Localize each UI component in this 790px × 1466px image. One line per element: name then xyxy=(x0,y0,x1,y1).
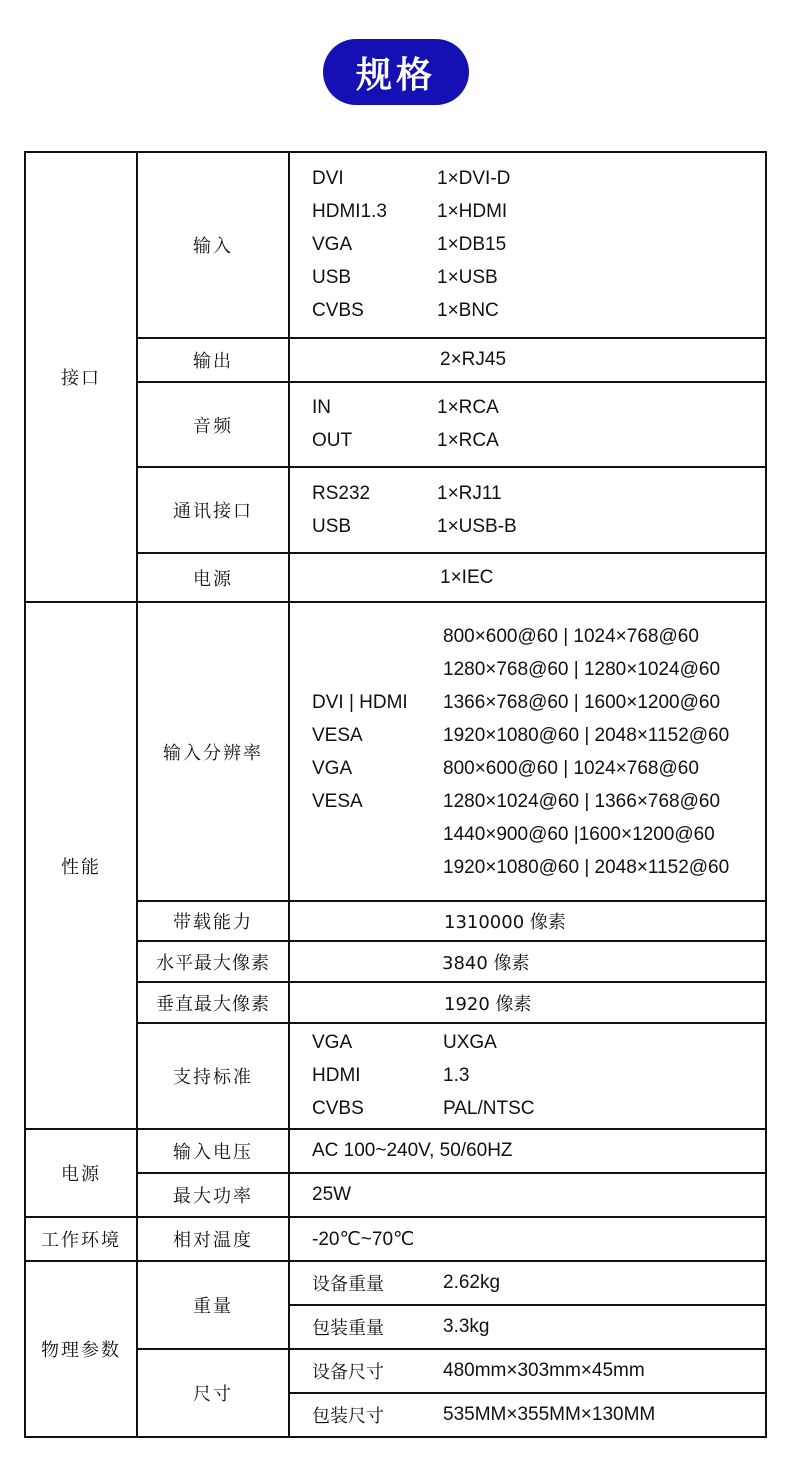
spec-value: 1×RJ11 xyxy=(437,482,502,504)
resolution-value: 800×600@60 | 1024×768@60 xyxy=(443,757,699,779)
row-label-temp: 相对温度 xyxy=(137,1217,289,1261)
device-weight-value: 2.62kg xyxy=(443,1272,501,1293)
device-size-label: 设备尺寸 xyxy=(312,1362,384,1383)
comm-list xyxy=(290,477,765,543)
hmax-value: 3840 像素 xyxy=(442,952,530,974)
row-label-resolution: 输入分辨率 xyxy=(137,602,289,901)
output-value: 2×RJ45 xyxy=(440,349,507,370)
device-weight-label: 设备重量 xyxy=(312,1274,384,1295)
resolution-type: DVI | HDMI xyxy=(312,691,408,713)
spec-pair xyxy=(312,262,765,295)
spec-pair xyxy=(312,163,765,196)
temp-value: -20℃~70℃ xyxy=(312,1228,415,1250)
group-power: 电源 xyxy=(25,1129,137,1217)
spec-value: 1×USB xyxy=(437,267,498,288)
standards-list xyxy=(290,1027,765,1126)
spec-value: PAL/NTSC xyxy=(443,1098,535,1119)
resolution-type: VGA xyxy=(312,757,353,779)
spec-value: 1.3 xyxy=(443,1065,470,1086)
spec-value: 1×RCA xyxy=(437,397,499,418)
spec-value: 1×BNC xyxy=(437,300,499,321)
spec-key: DVI xyxy=(312,168,344,189)
spec-value: 1×USB-B xyxy=(437,515,517,537)
group-performance: 性能 xyxy=(25,602,137,1129)
interface-power-value: 1×IEC xyxy=(440,566,494,588)
load-value: 1310000 像素 xyxy=(444,912,566,933)
group-interface: 接口 xyxy=(25,152,137,602)
row-label-standards: 支持标准 xyxy=(137,1023,289,1129)
spec-key: CVBS xyxy=(312,1098,364,1119)
vmax-value: 1920 像素 xyxy=(444,993,532,1015)
resolution-type: VESA xyxy=(312,724,363,746)
row-label-interface-power: 电源 xyxy=(137,553,289,602)
resolution-value: 1280×1024@60 | 1366×768@60 xyxy=(443,790,721,812)
spec-key: HDMI1.3 xyxy=(312,201,387,222)
spec-key: VGA xyxy=(312,234,353,255)
package-size-value: 535MM×355MM×130MM xyxy=(443,1404,656,1425)
group-physical: 物理参数 xyxy=(25,1261,137,1437)
spec-pair xyxy=(312,392,765,425)
spec-pair xyxy=(312,1093,765,1126)
spec-value: 1×HDMI xyxy=(437,201,508,222)
spec-pair xyxy=(312,477,765,510)
resolution-value: 1280×768@60 | 1280×1024@60 xyxy=(443,658,721,680)
spec-value: UXGA xyxy=(443,1032,497,1053)
spec-pair xyxy=(312,295,765,328)
row-label-output: 输出 xyxy=(137,338,289,382)
resolution-type: VESA xyxy=(312,790,363,812)
spec-key: VGA xyxy=(312,1032,353,1053)
spec-key: USB xyxy=(312,267,352,288)
resolution-value: 1920×1080@60 | 2048×1152@60 xyxy=(443,856,730,878)
spec-key: OUT xyxy=(312,430,353,451)
device-size-value: 480mm×303mm×45mm xyxy=(443,1360,645,1381)
spec-key: IN xyxy=(312,397,331,418)
spec-key: CVBS xyxy=(312,300,364,321)
spec-pair xyxy=(312,229,765,262)
package-weight-value: 3.3kg xyxy=(443,1316,490,1337)
spec-table xyxy=(24,151,767,1438)
package-size-label: 包装尺寸 xyxy=(312,1406,384,1427)
resolution-value: 1920×1080@60 | 2048×1152@60 xyxy=(443,724,730,746)
spec-value: 1×RCA xyxy=(437,430,499,451)
package-weight-label: 包装重量 xyxy=(312,1318,384,1339)
row-label-vmax: 垂直最大像素 xyxy=(137,982,289,1023)
spec-value: 1×DVI-D xyxy=(437,168,511,189)
spec-pair xyxy=(312,510,765,543)
spec-pair xyxy=(312,196,765,229)
row-label-voltage: 输入电压 xyxy=(137,1129,289,1173)
group-environment: 工作环境 xyxy=(25,1217,137,1261)
voltage-value: AC 100~240V, 50/60HZ xyxy=(312,1140,513,1161)
input-list xyxy=(290,163,765,328)
spec-key: HDMI xyxy=(312,1065,361,1086)
resolution-block xyxy=(290,620,765,884)
page-title: 规格 xyxy=(323,39,469,105)
spec-key: USB xyxy=(312,515,352,537)
resolution-value: 800×600@60 | 1024×768@60 xyxy=(443,625,699,647)
row-label-audio: 音频 xyxy=(137,382,289,467)
row-label-comm: 通讯接口 xyxy=(137,467,289,553)
row-label-weight: 重量 xyxy=(137,1261,289,1349)
row-label-input: 输入 xyxy=(137,152,289,338)
resolution-value: 1440×900@60 |1600×1200@60 xyxy=(443,823,715,845)
spec-pair xyxy=(312,1060,765,1093)
row-label-size: 尺寸 xyxy=(137,1349,289,1437)
audio-list xyxy=(290,392,765,458)
max-power-value: 25W xyxy=(312,1184,352,1205)
spec-pair xyxy=(312,425,765,458)
row-label-max-power: 最大功率 xyxy=(137,1173,289,1217)
spec-value: 1×DB15 xyxy=(437,234,507,255)
row-label-load: 带载能力 xyxy=(137,901,289,941)
spec-key: RS232 xyxy=(312,482,371,504)
resolution-value: 1366×768@60 | 1600×1200@60 xyxy=(443,691,721,713)
spec-pair xyxy=(312,1027,765,1060)
row-label-hmax: 水平最大像素 xyxy=(137,941,289,982)
